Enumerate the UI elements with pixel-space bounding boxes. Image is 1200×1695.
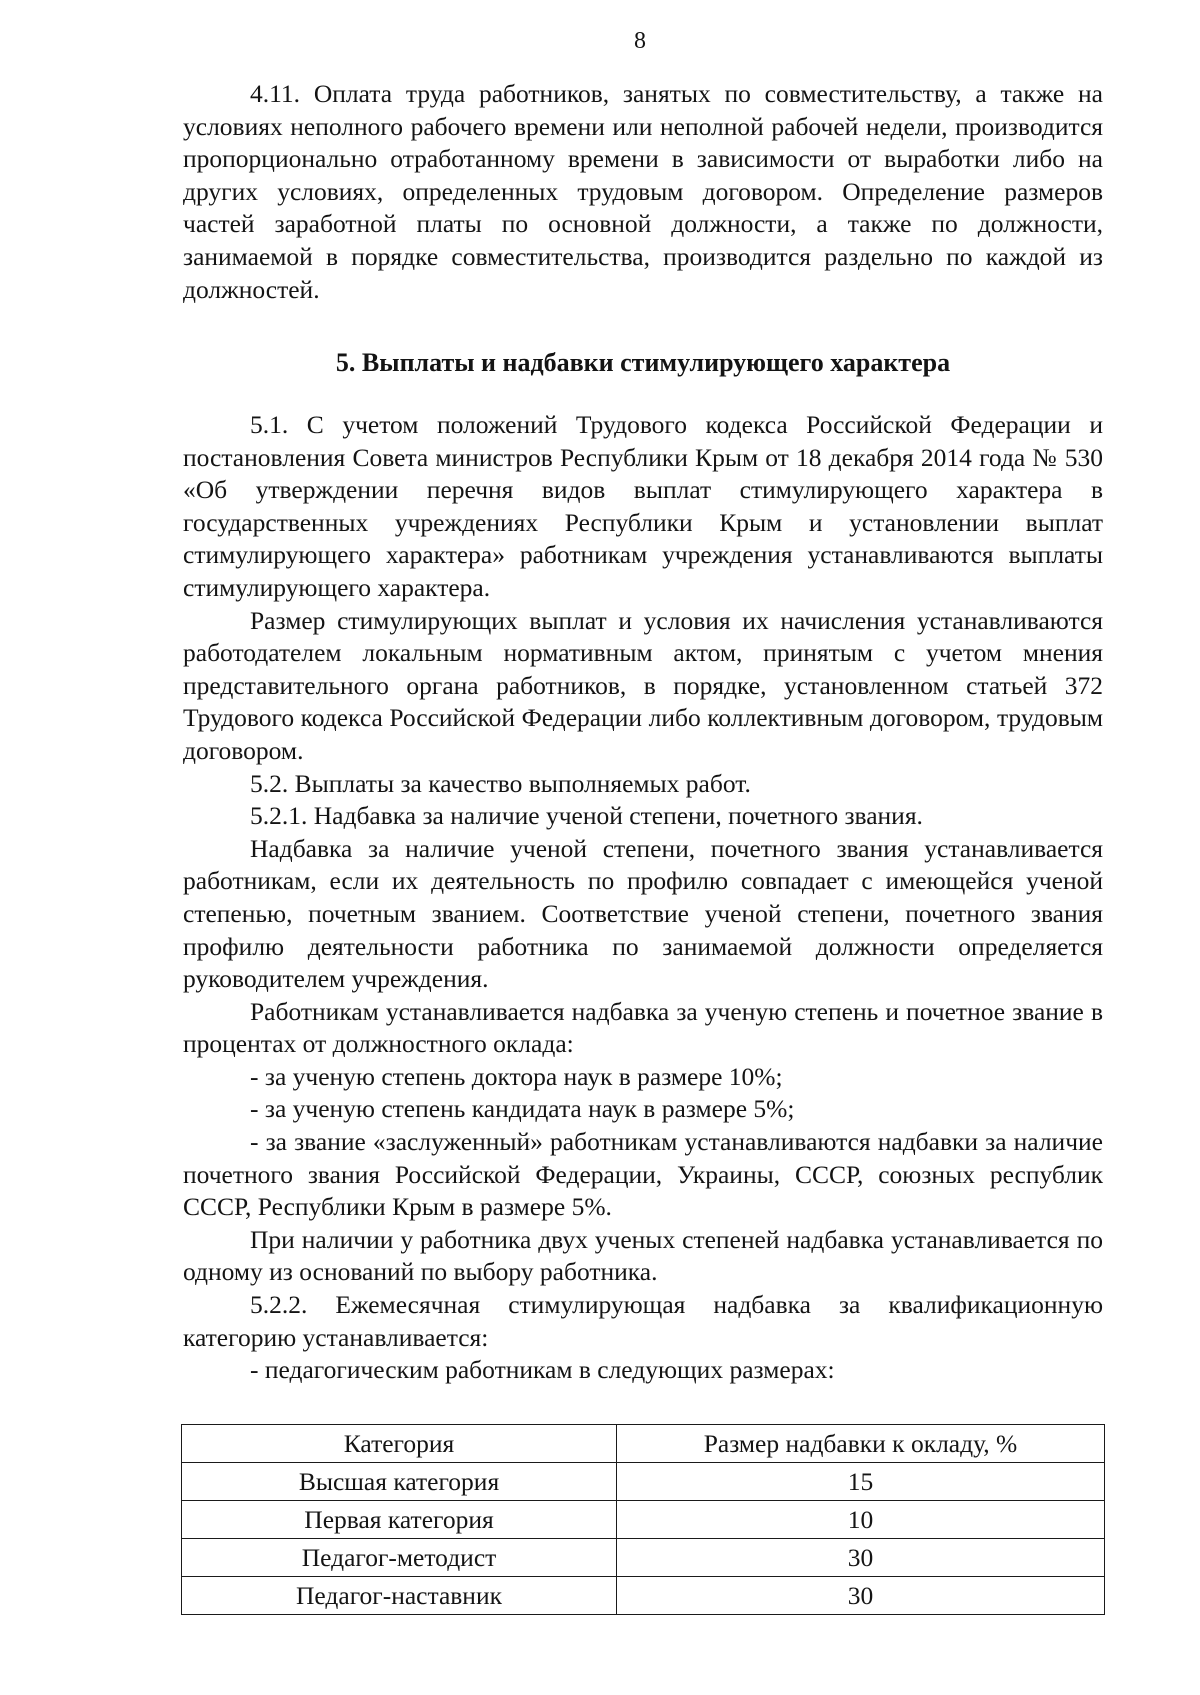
list-item: - за ученую степень кандидата наук в размере 5%; bbox=[250, 1094, 795, 1124]
section-5-heading: 5. Выплаты и надбавки стимулирующего характера bbox=[335, 348, 951, 377]
page-number: 8 bbox=[634, 28, 646, 54]
section-5-body bbox=[183, 409, 1103, 1387]
table-row bbox=[182, 1463, 1105, 1501]
table-row bbox=[182, 1501, 1105, 1539]
bonus-cell: 30 bbox=[617, 1539, 1105, 1577]
column-header: Размер надбавки к окладу, % bbox=[617, 1425, 1105, 1463]
category-cell: Первая категория bbox=[182, 1501, 617, 1539]
table-row bbox=[182, 1577, 1105, 1615]
category-bonus-table bbox=[181, 1424, 1105, 1615]
category-cell: Высшая категория bbox=[182, 1463, 617, 1501]
list-item: - за ученую степень доктора наук в размере 10%; bbox=[250, 1061, 783, 1091]
paragraph: При наличии у работника двух ученых степеней надбавка устанавливается по одному из оснований по выбору работника. bbox=[183, 1224, 1103, 1287]
list-item: - педагогическим работникам в следующих размерах: bbox=[250, 1355, 835, 1385]
section-4-11 bbox=[183, 78, 1103, 306]
column-header: Категория bbox=[182, 1425, 617, 1463]
category-cell: Педагог-методист bbox=[182, 1539, 617, 1577]
paragraph: Работникам устанавливается надбавка за ученую степень и почетное звание в процентах от должностного оклада: bbox=[183, 996, 1103, 1059]
category-cell: Педагог-наставник bbox=[182, 1577, 617, 1615]
table-header-row bbox=[182, 1425, 1105, 1463]
paragraph: Надбавка за наличие ученой степени, почетного звания устанавливается работникам, если их деятельность по профилю совпадает с имеющейся ученой степенью, почетным званием. Соответствие ученой степени, почетного звания профилю деятельности работника по занимаемой должности определяется руководителем учреждения. bbox=[183, 833, 1103, 994]
list-item: - за звание «заслуженный» работникам устанавливаются надбавки за наличие почетного звания Российской Федерации, Украины, СССР, союзных республик СССР, Республики Крым в размере 5%. bbox=[183, 1127, 1103, 1222]
table-row bbox=[182, 1539, 1105, 1577]
bonus-cell: 15 bbox=[617, 1463, 1105, 1501]
paragraph: 5.2. Выплаты за качество выполняемых работ. bbox=[250, 768, 751, 798]
paragraph: Размер стимулирующих выплат и условия их начисления устанавливаются работодателем локальным нормативным актом, принятым с учетом мнения представительного органа работников, в порядке, установленном статьей 372 Трудового кодекса Российской Федерации либо коллективным договором, трудовым договором. bbox=[183, 605, 1103, 765]
bonus-cell: 10 bbox=[617, 1501, 1105, 1539]
paragraph: 4.11. Оплата труда работников, занятых по совместительству, а также на условиях неполного рабочего времени или неполной рабочей недели, производится пропорционально отработанному времени в зависимости от выработки либо на других условиях, определенных трудовым договором. Определение размеров частей заработной платы по основной должности, а также по должности, занимаемой в порядке совместительства, производится раздельно по каждой из должностей. bbox=[183, 79, 1103, 304]
paragraph: 5.2.2. Ежемесячная стимулирующая надбавка за квалификационную категорию устанавливается: bbox=[183, 1290, 1103, 1352]
bonus-cell: 30 bbox=[617, 1577, 1105, 1615]
paragraph: 5.2.1. Надбавка за наличие ученой степени, почетного звания. bbox=[250, 801, 923, 831]
paragraph: 5.1. С учетом положений Трудового кодекса Российской Федерации и постановления Совета министров Республики Крым от 18 декабря 2014 года № 530 «Об утверждении перечня видов выплат стимулирующего характера в государственных учреждениях Республики Крым и установлении выплат стимулирующего характера» работникам учреждения устанавливаются выплаты стимулирующего характера. bbox=[183, 410, 1103, 602]
